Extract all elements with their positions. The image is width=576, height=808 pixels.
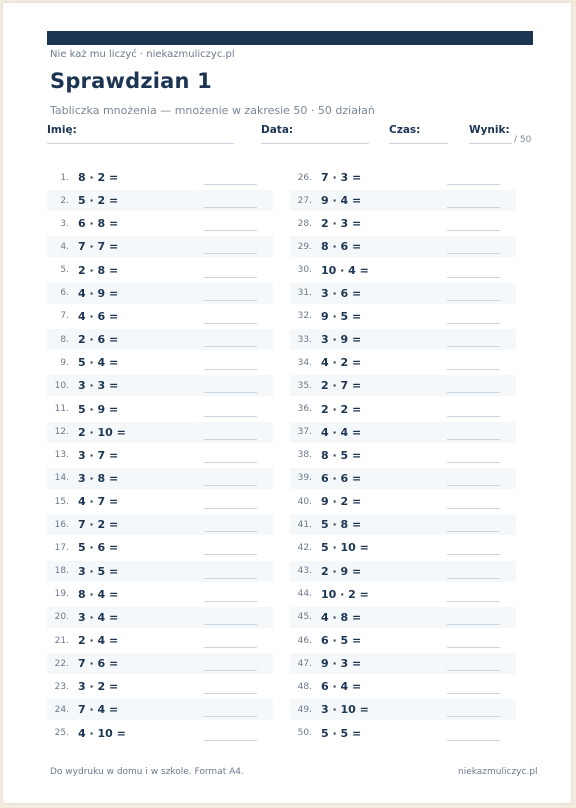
problem-row [47,699,273,720]
problem-number: 10. [54,380,69,391]
problem-row [290,167,516,188]
problem-number: 37. [297,427,312,438]
problem-equation: 9 · 4 = [321,194,362,208]
problem-equation: 3 · 6 = [321,286,362,300]
answer-line[interactable] [447,578,500,579]
problem-row [47,329,273,350]
problem-number: 5. [60,265,69,276]
page-title: Sprawdzian 1 [50,69,212,93]
answer-line[interactable] [447,508,500,509]
problem-number: 46. [297,635,312,646]
problem-row [47,352,273,373]
answer-line[interactable] [204,740,257,741]
answer-line[interactable] [447,416,500,417]
problem-number: 44. [297,589,312,600]
problem-number: 29. [297,241,312,252]
problem-number: 20. [54,612,69,623]
problem-equation: 2 · 6 = [78,333,119,347]
problem-equation: 2 · 3 = [321,217,362,231]
answer-line[interactable] [447,392,500,393]
problem-number: 50. [297,728,312,739]
problem-number: 22. [54,658,69,669]
problem-equation: 2 · 7 = [321,379,362,393]
answer-line[interactable] [204,601,257,602]
answer-line[interactable] [204,531,257,532]
problem-equation: 2 · 2 = [321,402,362,416]
problem-row [47,306,273,327]
answer-line[interactable] [447,300,500,301]
problem-number: 48. [297,681,312,692]
problem-row [47,190,273,211]
problem-equation: 4 · 10 = [78,726,126,740]
problem-equation: 7 · 6 = [78,657,119,671]
problem-number: 45. [297,612,312,623]
problem-number: 9. [60,357,69,368]
problem-equation: 4 · 8 = [321,610,362,624]
problem-number: 14. [54,473,69,484]
answer-line[interactable] [204,716,257,717]
answer-line[interactable] [447,462,500,463]
problem-equation: 5 · 10 = [321,541,369,555]
problem-row [290,445,516,466]
header-bar [47,31,533,45]
problem-equation: 2 · 4 = [78,634,119,647]
problem-number: 43. [297,566,312,577]
problem-row [47,584,273,605]
problem-equation: 6 · 6 = [321,471,362,485]
problem-row [290,607,516,628]
name-field[interactable] [47,143,234,144]
answer-line[interactable] [447,740,500,741]
problem-equation: 10 · 2 = [321,587,369,601]
time-label: Czas: [389,124,421,136]
problem-row [290,514,516,535]
problem-row [290,306,516,327]
answer-line[interactable] [447,693,500,694]
answer-line[interactable] [447,184,500,185]
problem-row [47,445,273,466]
problem-row [47,537,273,558]
problem-equation: 10 · 4 = [321,263,369,277]
problem-equation: 2 · 9 = [321,564,362,578]
problem-number: 23. [54,681,69,692]
problem-row [290,352,516,373]
problem-equation: 9 · 3 = [321,657,362,671]
problem-number: 24. [54,704,69,715]
problem-equation: 8 · 5 = [321,448,362,462]
problem-row [47,607,273,628]
answer-line[interactable] [204,346,257,347]
problem-number: 34. [297,357,312,368]
answer-line[interactable] [204,647,257,648]
footer-note: Do wydruku w domu i w szkole. Format A4. [50,767,244,777]
problem-number: 1. [60,172,69,183]
date-label: Data: [261,124,294,136]
problem-number: 26. [297,172,312,183]
problem-row [47,653,273,674]
problem-number: 49. [297,704,312,715]
problem-equation: 4 · 2 = [321,356,362,370]
problem-equation: 4 · 9 = [78,286,119,300]
answer-line[interactable] [447,601,500,602]
problem-number: 13. [54,450,69,461]
problem-equation: 3 · 4 = [78,610,119,624]
problem-equation: 7 · 4 = [78,703,119,717]
answer-line[interactable] [204,369,257,370]
problem-row [290,491,516,512]
problem-row [47,514,273,535]
problem-row [290,653,516,674]
problem-equation: 3 · 5 = [78,564,119,578]
problem-number: 47. [297,658,312,669]
answer-line[interactable] [204,462,257,463]
answer-line[interactable] [204,485,257,486]
answer-line[interactable] [204,439,257,440]
answer-line[interactable] [204,508,257,509]
answer-line[interactable] [204,230,257,231]
problem-number: 16. [54,519,69,530]
problem-row [47,676,273,697]
problem-number: 3. [60,218,69,229]
answer-line[interactable] [447,369,500,370]
problem-number: 21. [54,635,69,646]
problem-equation: 3 · 7 = [78,448,119,462]
problem-row [290,584,516,605]
answer-line[interactable] [204,554,257,555]
problem-number: 31. [297,288,312,299]
problem-row [290,399,516,420]
problem-number: 17. [54,542,69,553]
answer-line[interactable] [204,416,257,417]
problem-row [47,283,273,304]
score-total: / 50 [514,135,532,145]
worksheet-page [3,3,571,803]
problem-number: 41. [297,519,312,530]
answer-line[interactable] [447,253,500,254]
problem-row [290,329,516,350]
answer-line[interactable] [204,392,257,393]
problem-row [290,260,516,281]
problem-row [47,561,273,582]
problem-number: 33. [297,334,312,345]
problem-number: 7. [60,311,69,322]
brand-line: Nie każ mu liczyć · niekazmuliczyc.pl [50,49,235,60]
problem-number: 19. [54,589,69,600]
problem-row [47,213,273,234]
answer-line[interactable] [447,647,500,648]
answer-line[interactable] [447,670,500,671]
problem-equation: 3 · 8 = [78,471,119,485]
problem-equation: 6 · 5 = [321,634,362,647]
problem-number: 36. [297,404,312,414]
answer-line[interactable] [447,554,500,555]
problem-row [47,399,273,420]
problem-equation: 4 · 7 = [78,495,119,509]
time-field[interactable] [389,143,448,144]
problem-number: 4. [60,241,69,252]
problem-row [290,676,516,697]
problem-row [290,468,516,489]
answer-line[interactable] [447,439,500,440]
problem-number: 35. [297,380,312,391]
problem-row [290,537,516,558]
problem-number: 15. [54,496,69,507]
problem-number: 28. [297,218,312,229]
page-subtitle: Tabliczka mnożenia — mnożenie w zakresie 50 · 50 działań [50,104,375,117]
problem-equation: 5 · 8 = [321,518,362,532]
problem-row [290,561,516,582]
problem-equation: 8 · 6 = [321,240,362,254]
problem-equation: 7 · 2 = [78,518,119,532]
problem-number: 12. [54,427,69,438]
problem-row [290,283,516,304]
problem-row [47,167,273,188]
score-field[interactable] [469,143,512,144]
problem-number: 6. [60,288,69,299]
problem-equation: 6 · 8 = [78,217,119,231]
problem-row [290,699,516,720]
answer-line[interactable] [204,578,257,579]
problem-number: 42. [297,542,312,553]
answer-line[interactable] [204,253,257,254]
score-label: Wynik: [469,124,510,136]
problem-row [290,190,516,211]
problem-number: 32. [297,311,312,322]
answer-line[interactable] [204,693,257,694]
answer-line[interactable] [447,485,500,486]
problem-row [290,723,516,744]
answer-line[interactable] [204,277,257,278]
problem-equation: 8 · 4 = [78,587,119,601]
problem-equation: 5 · 9 = [78,402,119,416]
problem-equation: 8 · 2 = [78,171,119,184]
answer-line[interactable] [447,277,500,278]
problem-row [47,260,273,281]
name-label: Imię: [47,124,77,136]
problem-number: 30. [297,265,312,276]
answer-line[interactable] [447,230,500,231]
problem-equation: 2 · 10 = [78,425,126,439]
problem-row [47,630,273,651]
problem-row [290,375,516,396]
problem-equation: 5 · 5 = [321,726,362,740]
problem-row [47,723,273,744]
answer-line[interactable] [204,670,257,671]
problem-equation: 7 · 3 = [321,171,362,184]
problem-equation: 7 · 7 = [78,240,119,254]
problem-equation: 4 · 6 = [78,309,119,323]
answer-line[interactable] [204,323,257,324]
answer-line[interactable] [204,624,257,625]
problem-equation: 2 · 8 = [78,263,119,277]
date-field[interactable] [261,143,369,144]
problem-row [290,236,516,257]
problem-row [290,422,516,443]
answer-line[interactable] [447,624,500,625]
problem-number: 40. [297,496,312,507]
problem-equation: 3 · 9 = [321,333,362,347]
problem-equation: 3 · 10 = [321,703,369,717]
problem-equation: 6 · 4 = [321,680,362,694]
problem-number: 38. [297,450,312,461]
problem-equation: 3 · 3 = [78,379,119,393]
problem-number: 8. [60,334,69,345]
answer-line[interactable] [204,184,257,185]
problem-number: 18. [54,566,69,577]
problem-number: 11. [54,404,69,414]
problem-row [47,422,273,443]
problem-number: 2. [60,195,69,206]
problem-row [290,213,516,234]
problem-number: 39. [297,473,312,484]
problem-number: 27. [297,195,312,206]
problem-row [47,375,273,396]
problem-row [47,468,273,489]
problem-number: 25. [54,728,69,739]
problem-row [290,630,516,651]
problem-equation: 3 · 2 = [78,680,119,694]
problem-row [47,491,273,512]
problem-equation: 4 · 4 = [321,425,362,439]
answer-line[interactable] [447,207,500,208]
problem-equation: 9 · 5 = [321,309,362,323]
answer-line[interactable] [204,300,257,301]
answer-line[interactable] [447,716,500,717]
footer-site: niekazmuliczyc.pl [458,767,538,777]
problem-equation: 5 · 2 = [78,194,119,208]
problem-equation: 5 · 6 = [78,541,119,555]
answer-line[interactable] [447,531,500,532]
answer-line[interactable] [447,346,500,347]
problem-row [47,236,273,257]
answer-line[interactable] [447,323,500,324]
problem-equation: 9 · 2 = [321,495,362,509]
answer-line[interactable] [204,207,257,208]
problem-equation: 5 · 4 = [78,356,119,370]
